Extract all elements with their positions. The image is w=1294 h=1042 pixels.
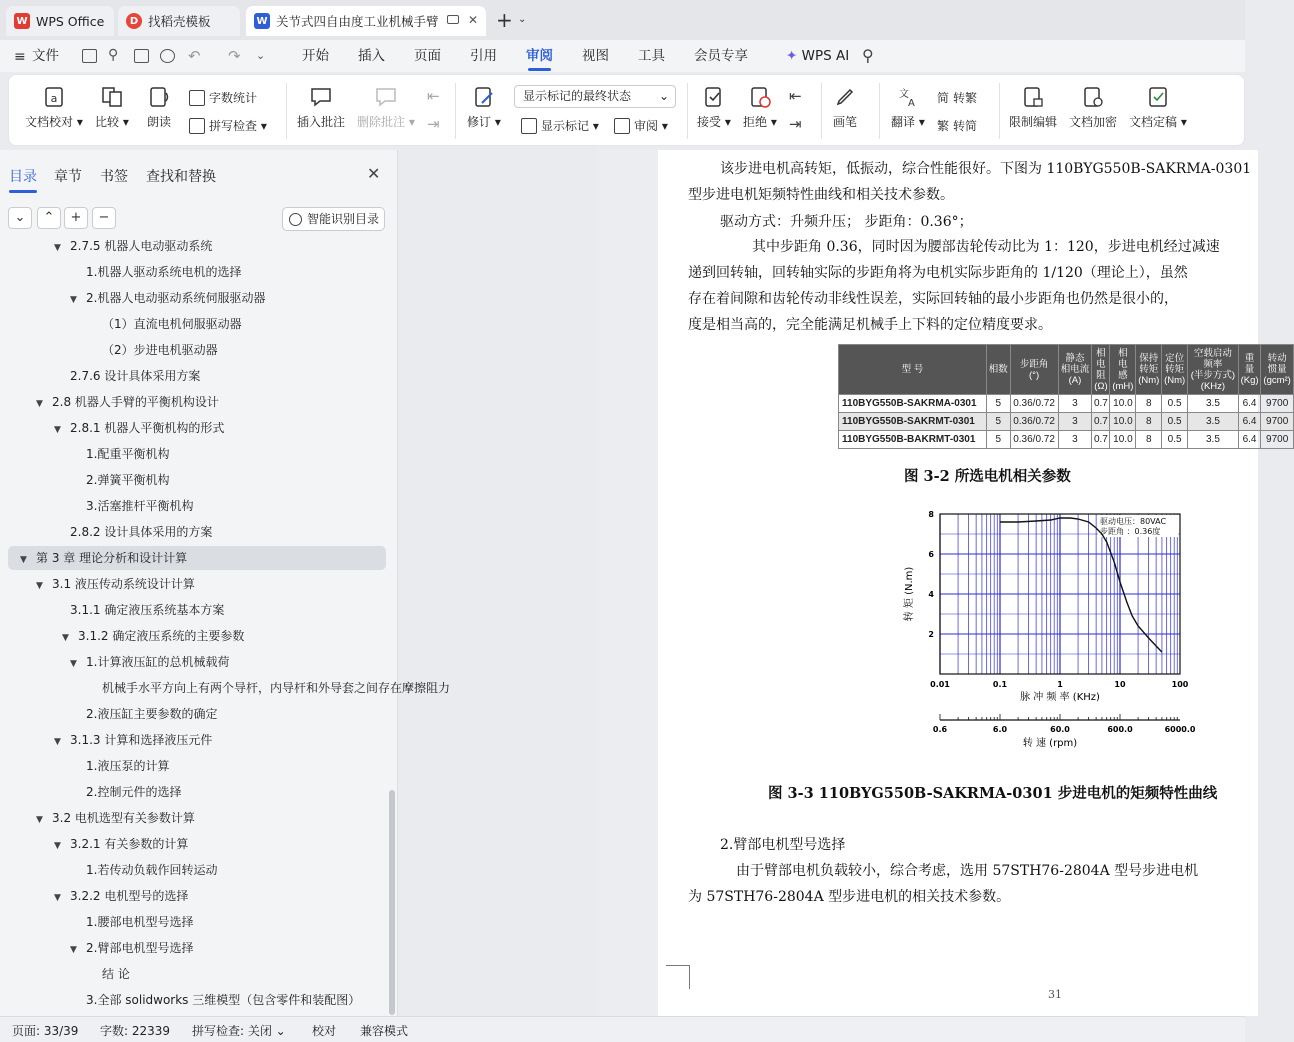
previous-comment-icon[interactable]: ⇤ xyxy=(427,87,440,105)
toc-item-label: （1）直流电机伺服驱动器 xyxy=(102,317,242,331)
toc-list xyxy=(0,238,451,1016)
table-cell: 0.7 xyxy=(1092,431,1110,449)
chevron-down-icon: ⌄ xyxy=(14,210,26,225)
read-aloud-button[interactable] xyxy=(147,85,171,130)
table-cell: 110BYG550B-BAKRMT-0301 xyxy=(839,431,987,449)
x-axis-label: 脉 冲 频 率 (KHz) xyxy=(1020,692,1100,703)
toc-item-label: 机械手水平方向上有两个导杆，内导杆和外导套之间存在摩擦阻力 xyxy=(102,681,451,695)
translate-button[interactable]: 文 A 翻译 ▾ xyxy=(891,85,925,130)
x-tick-label: 10 xyxy=(1114,680,1126,689)
x-tick-label: 0.01 xyxy=(930,680,950,689)
table-cell: 8 xyxy=(1136,431,1162,449)
page-indicator[interactable]: 页面: 33/39 xyxy=(12,1024,79,1038)
print-icon[interactable] xyxy=(134,49,149,63)
table-cell: 0.7 xyxy=(1092,395,1110,413)
table-cell: 9700 xyxy=(1261,431,1294,449)
toc-item[interactable] xyxy=(8,780,386,804)
close-pane-icon[interactable]: ✕ xyxy=(367,164,381,183)
expand-arrow-icon[interactable]: ▼ xyxy=(36,581,43,591)
toc-item[interactable] xyxy=(8,676,451,700)
table-cell: 3 xyxy=(1058,413,1092,431)
toc-item-label: 3.2.2 电机型号的选择 xyxy=(70,889,189,903)
tab-label: 找稻壳模板 xyxy=(148,14,211,29)
table-cell: 6.4 xyxy=(1238,413,1260,431)
toc-item-label: 2.8 机器人手臂的平衡机构设计 xyxy=(52,395,219,409)
toc-item[interactable] xyxy=(8,520,386,544)
pen-icon xyxy=(833,85,857,109)
torque-frequency-chart xyxy=(898,502,1198,762)
toc-item[interactable] xyxy=(8,884,386,908)
toc-item-label: 3.2.1 有关参数的计算 xyxy=(70,837,189,851)
label: 审阅 xyxy=(634,119,659,133)
table-header-cell: 相 电 感 (mH) xyxy=(1110,345,1136,395)
svg-text:a: a xyxy=(50,92,58,105)
divider xyxy=(821,83,822,139)
label: 插入批注 xyxy=(297,115,346,129)
toc-item[interactable] xyxy=(8,702,386,726)
toc-item[interactable] xyxy=(8,988,386,1012)
word-count-button[interactable] xyxy=(189,89,257,106)
hamburger-icon[interactable]: ≡ xyxy=(14,49,26,65)
table-cell: 0.5 xyxy=(1162,431,1188,449)
expand-arrow-icon[interactable]: ▼ xyxy=(70,659,77,669)
translate-icon xyxy=(896,85,920,109)
toc-item-label: 3.活塞推杆平衡机构 xyxy=(86,499,194,513)
table-cell: 6.4 xyxy=(1238,431,1260,449)
table-cell: 9700 xyxy=(1261,395,1294,413)
svg-text:A: A xyxy=(907,98,915,109)
track-changes-icon xyxy=(472,85,496,109)
toc-item-label: 1.若传动负载作回转运动 xyxy=(86,863,218,877)
doc-line: 型步进电机矩频特性曲线和相关技术参数。 xyxy=(688,187,954,203)
track-changes-button[interactable]: 修订 ▾ xyxy=(467,85,501,130)
table-header-cell: 型 号 xyxy=(839,345,987,395)
label: 显示标记 xyxy=(541,119,590,133)
show-markup-icon xyxy=(521,118,537,134)
chart-annotation: 驱动电压：80VAC xyxy=(1100,517,1167,526)
expand-arrow-icon[interactable]: ▼ xyxy=(70,295,77,305)
label: 转简 xyxy=(953,119,978,133)
table-cell: 5 xyxy=(987,395,1011,413)
figure-caption: 图 3-3 110BYG550B-SAKRMA-0301 步进电机的矩频特性曲线 xyxy=(768,785,1218,802)
menu-member[interactable]: 会员专享 xyxy=(694,48,748,64)
next-change-icon[interactable]: ⇥ xyxy=(789,115,802,133)
toc-item-label: 2.臂部电机型号选择 xyxy=(86,941,194,955)
x-tick-label: 100 xyxy=(1171,680,1189,689)
menu-file[interactable]: 文件 xyxy=(32,48,59,64)
page-number: 31 xyxy=(1048,988,1062,1001)
y-tick-label: 8 xyxy=(928,510,934,519)
toc-item[interactable] xyxy=(8,234,386,258)
doc-line: 其中步距角 0.36，同时因为腰部齿轮传动比为 1：120，步进电机经过减速 xyxy=(752,239,1220,255)
toc-item-label: 2.弹簧平衡机构 xyxy=(86,473,170,487)
toc-item-label: 2.7.5 机器人电动驱动系统 xyxy=(70,239,213,253)
toc-item-label: 2.8.1 机器人平衡机构的形式 xyxy=(70,421,225,435)
toc-item-label: 3.1.3 计算和选择液压元件 xyxy=(70,733,213,747)
doc-check-button[interactable]: a 文档校对 ▾ xyxy=(25,85,83,130)
rpm-tick-label: 6.0 xyxy=(992,725,1008,734)
label: 文档定稿 xyxy=(1129,115,1178,129)
toc-item-label: （2）步进电机驱动器 xyxy=(102,343,218,357)
doc-line: 递到回转轴，回转轴实际的步距角将为电机实际步距角的 1/120（理论上），虽然 xyxy=(688,265,1188,281)
toc-item[interactable] xyxy=(8,546,386,570)
reject-button[interactable]: 拒绝 ▾ xyxy=(743,85,777,130)
status-bar xyxy=(0,1016,1245,1042)
accept-icon xyxy=(702,85,726,109)
toc-item-label: 3.全部 solidworks 三维模型（包含零件和装配图） xyxy=(86,993,361,1007)
toc-item[interactable] xyxy=(8,338,386,362)
spell-check-button[interactable]: 拼写检查 ▾ xyxy=(189,117,267,134)
torque-curve xyxy=(1000,518,1162,652)
tab-bookmarks[interactable]: 书签 xyxy=(100,169,128,185)
table-cell: 5 xyxy=(987,431,1011,449)
word-count-icon xyxy=(189,90,205,106)
wps-logo-icon: W xyxy=(14,13,30,29)
motor-parameter-table xyxy=(838,344,1294,449)
to-traditional-button[interactable] xyxy=(937,89,977,106)
expand-arrow-icon[interactable]: ▼ xyxy=(62,633,69,643)
spell-check-icon xyxy=(189,118,205,134)
sidebar-scrollbar[interactable] xyxy=(389,790,395,1015)
expand-arrow-icon[interactable]: ▼ xyxy=(54,841,61,851)
label: 拒绝 xyxy=(743,115,768,129)
table-cell: 3.5 xyxy=(1188,431,1239,449)
menu-references[interactable]: 引用 xyxy=(470,48,497,64)
table-cell: 6.4 xyxy=(1238,395,1260,413)
table-body xyxy=(839,395,1294,449)
writer-logo-icon: W xyxy=(254,13,270,29)
expand-arrow-icon[interactable]: ▼ xyxy=(54,243,61,253)
collapse-up-button[interactable] xyxy=(37,207,61,229)
table-row xyxy=(839,413,1294,431)
search-icon[interactable]: ⚲ xyxy=(862,46,874,65)
table-cell: 3.5 xyxy=(1188,395,1239,413)
table-cell: 10.0 xyxy=(1110,395,1136,413)
save-icon[interactable] xyxy=(82,49,97,63)
menu-view[interactable]: 视图 xyxy=(582,48,609,64)
show-markup-button[interactable]: 显示标记 ▾ xyxy=(521,117,599,134)
tab-sections[interactable]: 章节 xyxy=(54,169,82,185)
restrict-edit-button[interactable] xyxy=(1009,85,1057,130)
rpm-tick-label: 60.0 xyxy=(1050,725,1070,734)
label: 文档加密 xyxy=(1069,115,1118,129)
toc-item[interactable] xyxy=(8,442,386,466)
table-cell: 10.0 xyxy=(1110,431,1136,449)
minus-icon: − xyxy=(98,210,110,225)
toc-item-label: 结 论 xyxy=(102,967,130,981)
delete-comment-button[interactable]: 删除批注 ▾ xyxy=(357,85,415,130)
print-preview-icon[interactable] xyxy=(160,49,175,63)
rpm-axis-label: 转 速 (rpm) xyxy=(1022,738,1078,749)
menu-home[interactable]: 开始 xyxy=(302,48,329,64)
label: 显示标记的最终状态 xyxy=(523,89,632,103)
toc-item-label: 2.7.6 设计具体采用方案 xyxy=(70,369,201,383)
table-header-cell: 定位 转矩 (Nm) xyxy=(1162,345,1188,395)
chevron-up-icon: ⌃ xyxy=(43,210,55,225)
table-row xyxy=(839,395,1294,413)
link-icon[interactable]: ⚲ xyxy=(108,47,119,63)
label: 画笔 xyxy=(833,115,858,129)
toc-item[interactable] xyxy=(8,286,386,310)
toc-item[interactable] xyxy=(8,494,386,518)
table-cell: 8 xyxy=(1136,413,1162,431)
table-header-cell: 相 电 阻 (Ω) xyxy=(1092,345,1110,395)
toc-item-label: 3.1 液压传动系统设计计算 xyxy=(52,577,195,591)
table-cell: 0.5 xyxy=(1162,395,1188,413)
y-tick-label: 2 xyxy=(928,630,934,639)
tab-find-replace[interactable]: 查找和替换 xyxy=(146,169,216,185)
expand-down-button[interactable] xyxy=(8,207,32,229)
toc-item-label: 1.配重平衡机构 xyxy=(86,447,170,461)
toc-item-label: 2.液压缸主要参数的确定 xyxy=(86,707,218,721)
label: 比较 xyxy=(95,115,120,129)
y-axis-label: 转 矩 (N.m) xyxy=(904,566,915,622)
smart-toc-icon xyxy=(289,213,302,226)
spell-check-indicator[interactable]: 拼写检查: 关闭 ⌄ xyxy=(192,1024,286,1038)
expand-arrow-icon[interactable]: ▼ xyxy=(36,815,43,825)
label: 拼写检查 xyxy=(209,119,258,133)
divider xyxy=(687,83,688,139)
toc-item[interactable] xyxy=(8,624,386,648)
toc-item-label: 3.2 电机选型有关参数计算 xyxy=(52,811,195,825)
word-count-indicator[interactable]: 字数: 22339 xyxy=(100,1024,171,1038)
table-cell: 0.7 xyxy=(1092,413,1110,431)
document-page xyxy=(658,150,1291,1016)
toc-item[interactable] xyxy=(8,598,386,622)
toc-item[interactable] xyxy=(8,754,386,778)
navigation-pane xyxy=(0,150,451,1016)
toc-item[interactable] xyxy=(8,572,386,596)
menu-insert[interactable]: 插入 xyxy=(358,48,385,64)
divider xyxy=(455,83,456,139)
divider xyxy=(286,83,287,139)
rpm-tick-label: 0.6 xyxy=(932,725,948,734)
table-cell: 0.36/0.72 xyxy=(1010,395,1058,413)
label: 文档校对 xyxy=(25,115,74,129)
doc-line: 驱动方式：升频升压； 步距角：0.36°； xyxy=(720,214,973,230)
markup-state-dropdown[interactable] xyxy=(514,85,676,108)
review-pane-button[interactable]: 审阅 ▾ xyxy=(614,117,668,134)
doc-line: 为 57STH76-2804A 型步进电机的相关技术参数。 xyxy=(688,889,1011,905)
toc-item-label: 1.机器人驱动系统电机的选择 xyxy=(86,265,242,279)
toc-item[interactable] xyxy=(8,260,386,284)
label: 智能识别目录 xyxy=(307,212,380,226)
toc-item[interactable] xyxy=(8,416,386,440)
close-tab-icon[interactable]: ✕ xyxy=(467,13,478,27)
next-comment-icon[interactable]: ⇥ xyxy=(427,115,440,133)
compare-icon xyxy=(100,85,124,109)
chevron-down-icon[interactable]: ⌄ xyxy=(518,14,527,25)
rpm-tick-label: 600.0 xyxy=(1107,725,1133,734)
table-cell: 3.5 xyxy=(1188,413,1239,431)
table-row xyxy=(839,431,1294,449)
table-cell: 8 xyxy=(1136,395,1162,413)
toc-item[interactable] xyxy=(8,728,386,752)
label: 翻译 xyxy=(891,115,916,129)
toc-item[interactable] xyxy=(8,364,386,388)
plus-icon: + xyxy=(70,210,82,225)
doc-line: 由于臂部电机负载较小，综合考虑，选用 57STH76-2804A 型号步进电机 xyxy=(736,863,1199,879)
table-header-cell: 步距角 (°) xyxy=(1010,345,1058,395)
review-pane-icon xyxy=(614,118,630,134)
label: 字数统计 xyxy=(209,91,258,105)
y-tick-label: 4 xyxy=(928,590,934,599)
table-header-cell: 转动 惯量 (gcm²) xyxy=(1261,345,1294,395)
table-header-cell: 相数 xyxy=(987,345,1011,395)
finalize-button[interactable]: 文档定稿 ▾ xyxy=(1129,85,1187,130)
table-cell: 110BYG550B-SAKRMA-0301 xyxy=(839,395,987,413)
quick-access-more-icon[interactable]: ⌄ xyxy=(256,49,266,62)
add-heading-button[interactable] xyxy=(64,207,88,229)
toc-item-label: 1.腰部电机型号选择 xyxy=(86,915,194,929)
x-tick-label: 0.1 xyxy=(992,680,1008,689)
smart-toc-button[interactable] xyxy=(282,207,385,231)
label: 接受 xyxy=(697,115,722,129)
rpm-tick-label: 6000.0 xyxy=(1164,725,1196,734)
page-corner-mark xyxy=(666,965,690,989)
simplified-icon: 繁 xyxy=(937,119,950,133)
table-header-cell: 静态 相电流 (A) xyxy=(1058,345,1092,395)
toc-item[interactable] xyxy=(8,468,386,492)
label: 朗读 xyxy=(147,115,172,129)
toc-item[interactable] xyxy=(8,832,386,856)
document-area xyxy=(596,150,1291,1016)
tab-current-document[interactable] xyxy=(246,6,486,36)
toc-item-label: 第 3 章 理论分析和设计计算 xyxy=(36,551,188,565)
label: 限制编辑 xyxy=(1009,115,1058,129)
traditional-icon: 简 xyxy=(937,91,950,105)
undo-icon[interactable]: ↶ xyxy=(188,47,201,65)
label: 转繁 xyxy=(953,91,978,105)
y-tick-label: 6 xyxy=(928,550,934,559)
table-cell: 0.36/0.72 xyxy=(1010,413,1058,431)
table-cell: 0.5 xyxy=(1162,413,1188,431)
toc-item[interactable] xyxy=(8,650,386,674)
label: 修订 xyxy=(467,115,492,129)
doc-line: 存在着间隙和齿轮传动非线性误差，实际回转轴的最小步距角也仍然是很小的， xyxy=(688,291,1178,307)
tab-docer-templates[interactable] xyxy=(118,6,240,36)
menu-wps-ai[interactable] xyxy=(786,40,849,72)
menu-page[interactable]: 页面 xyxy=(414,48,441,64)
table-cell: 3 xyxy=(1058,431,1092,449)
new-tab-icon[interactable]: + xyxy=(496,8,513,32)
divider xyxy=(999,83,1000,139)
expand-arrow-icon[interactable]: ▼ xyxy=(20,555,27,565)
read-aloud-icon xyxy=(147,85,171,109)
to-simplified-button[interactable] xyxy=(937,117,977,134)
table-cell: 9700 xyxy=(1261,413,1294,431)
label: 拼写检查: 关闭 xyxy=(192,1024,272,1038)
table-cell: 10.0 xyxy=(1110,413,1136,431)
tab-label: 关节式四自由度工业机械手臂 xyxy=(276,14,439,29)
menu-tools[interactable]: 工具 xyxy=(638,48,665,64)
expand-arrow-icon[interactable]: ▼ xyxy=(54,425,61,435)
divider xyxy=(879,83,880,139)
expand-arrow-icon[interactable]: ▼ xyxy=(54,737,61,747)
table-cell: 5 xyxy=(987,413,1011,431)
toc-item[interactable] xyxy=(8,806,386,830)
toc-item-label: 2.机器人电动驱动系统伺服驱动器 xyxy=(86,291,266,305)
compare-button[interactable]: 比较 ▾ xyxy=(95,85,129,130)
wps-ai-label: WPS AI xyxy=(801,48,850,64)
toc-item[interactable] xyxy=(8,910,386,934)
doc-line: 度是相当高的，完全能满足机械手上下料的定位精度要求。 xyxy=(688,317,1052,333)
proofread-indicator[interactable]: 校对 xyxy=(312,1024,337,1038)
restrict-edit-icon xyxy=(1021,85,1045,109)
toc-item[interactable] xyxy=(8,312,386,336)
label: 删除批注 xyxy=(357,115,406,129)
tab-label: WPS Office xyxy=(36,13,105,29)
expand-arrow-icon[interactable]: ▼ xyxy=(54,893,61,903)
table-header-cell: 重 量 (Kg) xyxy=(1238,345,1260,395)
tab-toc[interactable]: 目录 xyxy=(9,166,37,186)
toc-item[interactable] xyxy=(8,390,386,414)
expand-arrow-icon[interactable]: ▼ xyxy=(70,945,77,955)
redo-icon[interactable]: ↷ xyxy=(228,47,241,65)
table-cell: 0.36/0.72 xyxy=(1010,431,1058,449)
insert-comment-button[interactable] xyxy=(297,85,345,130)
compat-mode-indicator: 兼容模式 xyxy=(360,1024,409,1038)
docer-logo-icon: D xyxy=(126,13,142,29)
x-tick-label: 1 xyxy=(1057,680,1063,689)
toc-item-label: 3.1.2 确定液压系统的主要参数 xyxy=(78,629,245,643)
previous-change-icon[interactable]: ⇤ xyxy=(789,87,802,105)
toc-item-label: 2.控制元件的选择 xyxy=(86,785,182,799)
remove-heading-button[interactable] xyxy=(92,207,116,229)
encrypt-icon xyxy=(1081,85,1105,109)
reject-icon xyxy=(748,85,772,109)
toc-item[interactable] xyxy=(8,858,386,882)
toc-item[interactable] xyxy=(8,936,386,960)
table-header-row xyxy=(839,345,1294,395)
menu-review[interactable]: 审阅 xyxy=(526,40,553,72)
table-cell: 110BYG550B-SAKRMT-0301 xyxy=(839,413,987,431)
encrypt-button[interactable] xyxy=(1069,85,1117,130)
table-cell: 3 xyxy=(1058,395,1092,413)
pen-button[interactable] xyxy=(833,85,857,130)
review-ribbon xyxy=(8,74,1245,146)
finalize-icon xyxy=(1146,85,1170,109)
table-header-cell: 保持 转矩 (Nm) xyxy=(1136,345,1162,395)
menu-bar xyxy=(0,40,1245,72)
toc-item-label: 2.8.2 设计具体采用的方案 xyxy=(70,525,213,539)
toc-item-label: 1.计算液压缸的总机械载荷 xyxy=(86,655,230,669)
chart-annotation: 步距角 ：0.36度 xyxy=(1100,527,1161,536)
delete-comment-icon xyxy=(374,85,398,109)
figure-caption: 图 3-2 所选电机相关参数 xyxy=(904,468,1071,485)
doc-line: 该步进电机高转矩，低振动，综合性能很好。下图为 110BYG550B-SAKRMA-0301 xyxy=(720,161,1252,177)
tab-wps-office[interactable] xyxy=(6,6,114,36)
svg-text:文: 文 xyxy=(898,89,909,100)
tab-bar xyxy=(0,0,1245,40)
doc-check-icon xyxy=(42,85,66,109)
chevron-down-icon: ⌄ xyxy=(658,89,669,103)
accept-button[interactable]: 接受 ▾ xyxy=(697,85,731,130)
insert-comment-icon xyxy=(309,85,333,109)
toc-item-label: 3.1.1 确定液压系统基本方案 xyxy=(70,603,225,617)
expand-arrow-icon[interactable]: ▼ xyxy=(36,399,43,409)
wps-ai-icon: ✦ xyxy=(786,48,798,64)
sub-heading: 2.臂部电机型号选择 xyxy=(720,837,846,853)
monitor-icon[interactable] xyxy=(447,15,459,24)
toc-item-label: 1.液压泵的计算 xyxy=(86,759,170,773)
table-header-cell: 空载启动 频率 (半步方式) (KHz) xyxy=(1188,345,1239,395)
toc-item[interactable] xyxy=(8,962,386,986)
